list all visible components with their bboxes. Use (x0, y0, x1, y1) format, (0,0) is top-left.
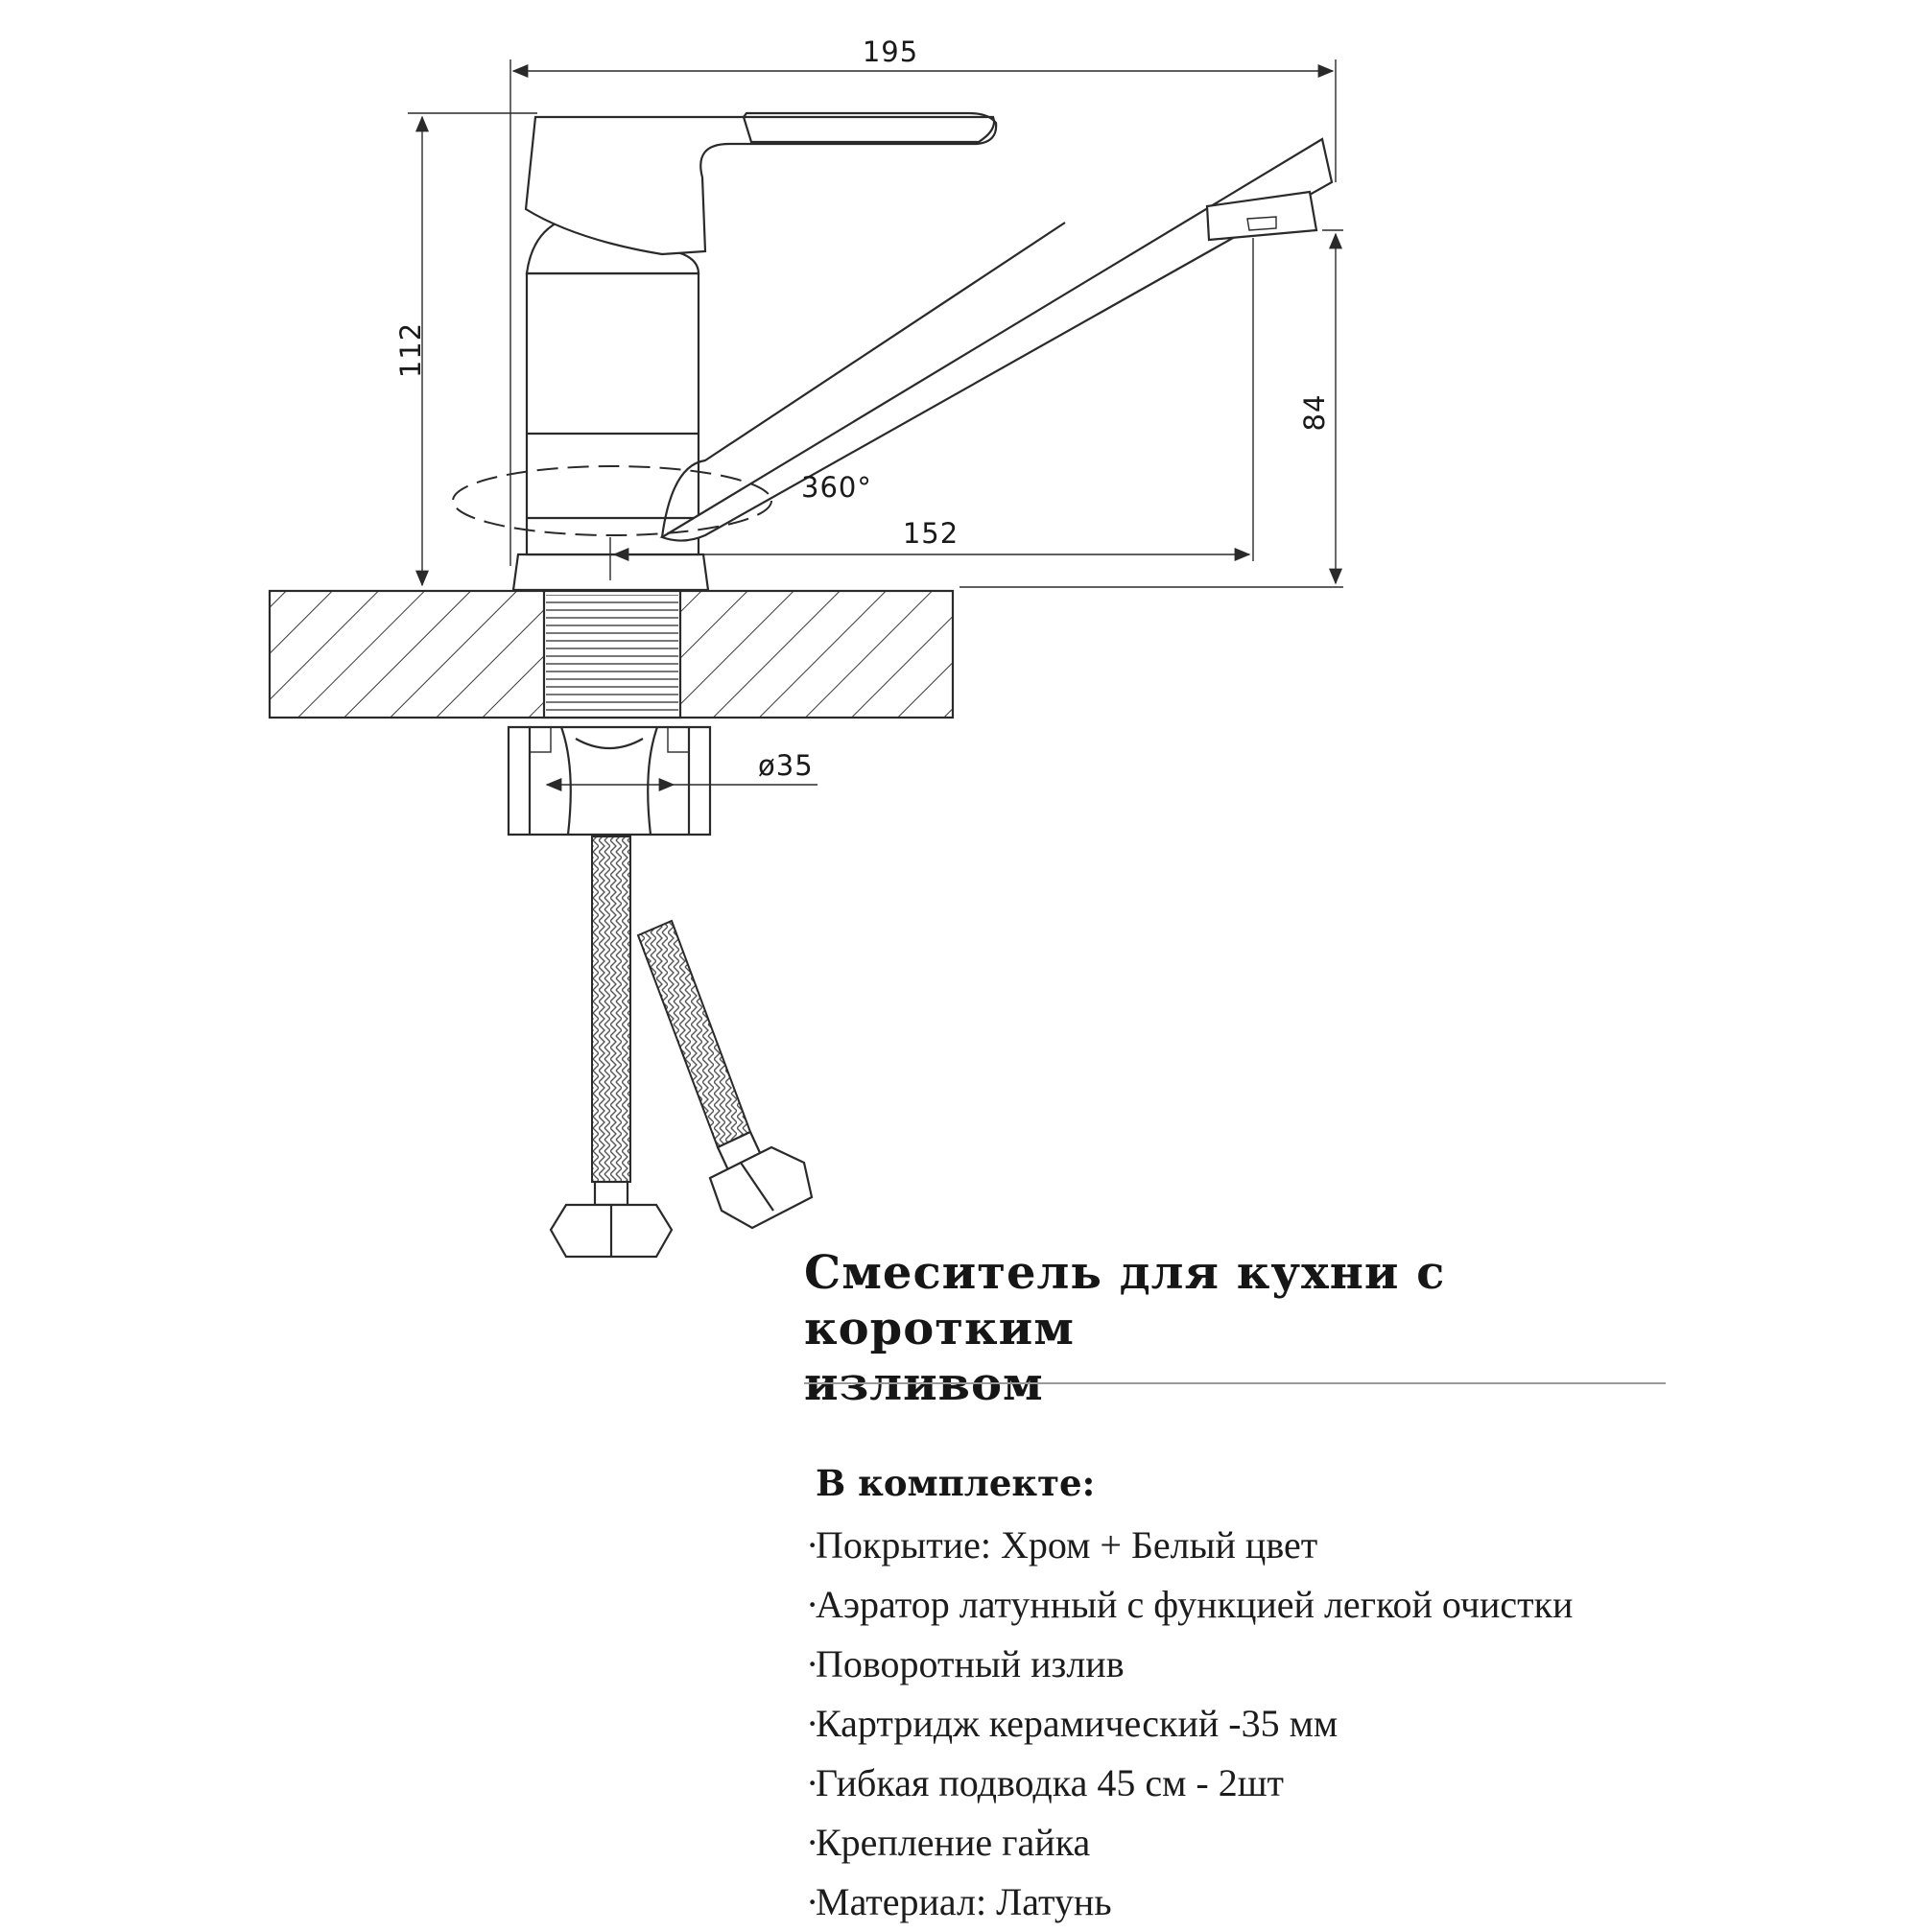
svg-text:ø35: ø35 (758, 749, 814, 782)
kit-heading: В комплекте: (816, 1462, 1096, 1504)
product-title (804, 1245, 1668, 1412)
spout (662, 139, 1332, 541)
list-item: ·Аэратор латунный с функцией легкой очистки (806, 1583, 1574, 1626)
svg-text:152: 152 (902, 517, 960, 550)
countertop (270, 591, 953, 718)
flexible-hose-2 (638, 921, 812, 1228)
list-item: ·Материал: Латунь (806, 1880, 1112, 1923)
title-line-1: Смеситель для кухни с коротким (804, 1246, 1446, 1355)
list-item: ·Крепление гайка (806, 1821, 1091, 1864)
rotation-label: 360° (801, 471, 872, 504)
svg-text:112: 112 (394, 321, 427, 379)
svg-text:195: 195 (862, 35, 919, 68)
list-item: ·Гибкая подводка 45 см - 2шт (806, 1761, 1285, 1804)
lever-handle (526, 113, 996, 254)
title-line-2: изливом (804, 1357, 1044, 1411)
flexible-hose-1 (551, 836, 672, 1257)
list-item: ·Поворотный излив (806, 1642, 1125, 1685)
svg-text:84: 84 (1298, 393, 1331, 432)
feature-list (806, 1516, 1573, 1932)
list-item: ·Картридж керамический -35 мм (806, 1702, 1339, 1745)
divider (804, 1382, 1666, 1384)
mounting-nut (509, 727, 710, 835)
list-item: ·Покрытие: Хром + Белый цвет (806, 1523, 1318, 1567)
